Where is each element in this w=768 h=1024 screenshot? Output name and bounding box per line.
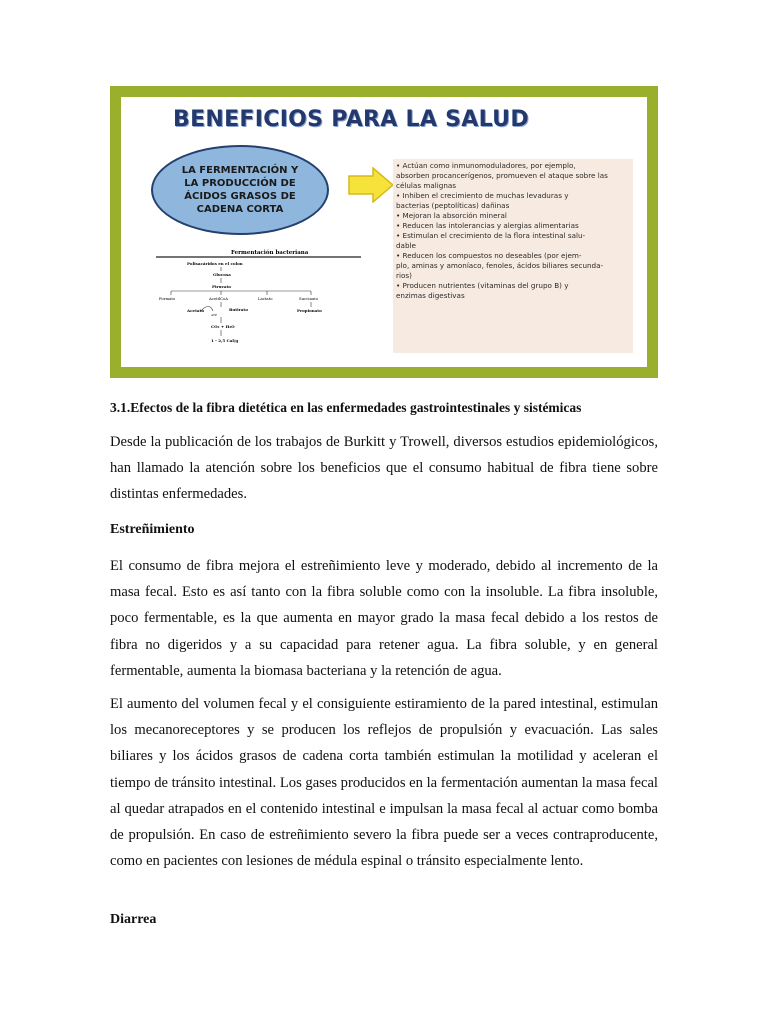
fermentation-diagram xyxy=(151,245,371,355)
diagram-pyruvate: Piruvato xyxy=(212,284,231,289)
subheading-diarrea: Diarrea xyxy=(110,912,157,927)
benefits-list xyxy=(393,159,633,353)
subheading-estrenimiento: Estreñimiento xyxy=(110,522,195,537)
benefit-line: • Producen nutrientes (vitaminas del grupo B) y xyxy=(396,281,569,290)
diagram-title: Fermentación bacteriana xyxy=(231,250,309,256)
diagram-propionate: Propionato xyxy=(297,308,322,313)
benefit-line: absorben procancerígenos, promueven el ataque sobre las xyxy=(396,171,608,180)
benefit-line: • Mejoran la absorción mineral xyxy=(396,211,507,220)
benefit-line: rios) xyxy=(396,271,412,280)
diagram-butyrate: Butirato xyxy=(229,307,248,312)
diagram-product: Succinato xyxy=(299,296,319,301)
health-benefits-figure xyxy=(110,86,658,378)
diagram-product: Lactato xyxy=(258,296,273,301)
diagram-energy: 1 - 2,5 Cal/g xyxy=(211,338,239,343)
benefit-line: • Inhiben el crecimiento de muchas levaduras y xyxy=(396,191,569,200)
right-arrow-icon xyxy=(347,167,395,203)
figure-panel xyxy=(121,97,647,367)
figure-title: BENEFICIOS PARA LA SALUD xyxy=(173,107,529,132)
benefit-line: células malignas xyxy=(396,181,457,190)
diagram-atp: ATP xyxy=(211,313,218,317)
fermentation-ellipse xyxy=(151,145,329,235)
section-heading: 3.1.Efectos de la fibra dietética en las enfermedades gastrointestinales y sistémicas xyxy=(110,400,582,415)
diagram-product: Formato xyxy=(159,296,176,301)
benefit-line: • Estimulan el crecimiento de la flora intestinal salu- xyxy=(396,231,586,240)
intro-paragraph: Desde la publicación de los trabajos de Burkitt y Trowell, diversos estudios epidemiológicos, han llamado la atención sobre los beneficios que el consumo habitual de fibra tiene sobre distintas enfermedades. xyxy=(110,434,658,503)
benefit-line: • Reducen las intolerancias y alergias alimentarias xyxy=(396,221,579,230)
benefit-line: plo, aminas y amoníaco, fenoles, ácidos biliares secunda- xyxy=(396,261,604,270)
diagram-gases: CO₂ + H₂O xyxy=(211,324,235,329)
benefit-line: enzimas digestivas xyxy=(396,291,465,300)
paragraph: El consumo de fibra mejora el estreñimiento leve y moderado, debido al incremento de la masa fecal. Esto es así tanto con la fibra soluble como con la insoluble. La fibra insoluble, poco fermentable, es la que aumenta en mayor grado la masa fecal debido a los restos de fibra no digeridos y a su capacidad para retener agua. La fibra soluble, y en general fermentable, aumenta la biomasa bacteriana y la retención de agua. xyxy=(110,558,658,679)
benefit-line: • Actúan como inmunomoduladores, por ejemplo, xyxy=(396,161,576,170)
diagram-acetate: Acetato xyxy=(187,308,205,313)
paragraph: El aumento del volumen fecal y el consiguiente estiramiento de la pared intestinal, estimulan los mecanoreceptores y se producen los reflejos de propulsión y evacuación. Las sales biliares y los ácidos grasos de cadena corta también estimulan la motilidad y aceleran el tiempo de tránsito intestinal. Los gases producidos en la fermentación aumentan la masa fecal al quedar atrapados en el contenido intestinal e impulsan la masa fecal al actuar como bomba de propulsión. En caso de estreñimiento severo la fibra puede ser a veces contraproducente, como en pacientes con lesiones de médula espinal o tránsito especialmente lento. xyxy=(110,696,658,870)
diagram-product: AcetilCoA xyxy=(209,296,229,301)
diagram-source: Polisacáridos en el colon xyxy=(187,261,243,266)
ellipse-text: LA FERMENTACIÓN Y LA PRODUCCIÓN DE ÁCIDOS GRASOS DE CADENA CORTA xyxy=(181,165,299,215)
benefit-line: dable xyxy=(396,241,416,250)
benefit-line: bacterias (peptolíticas) dañinas xyxy=(396,201,510,210)
diagram-glucose: Glucosa xyxy=(213,272,231,277)
benefit-line: • Reducen los compuestos no deseables (por ejem- xyxy=(396,251,582,260)
